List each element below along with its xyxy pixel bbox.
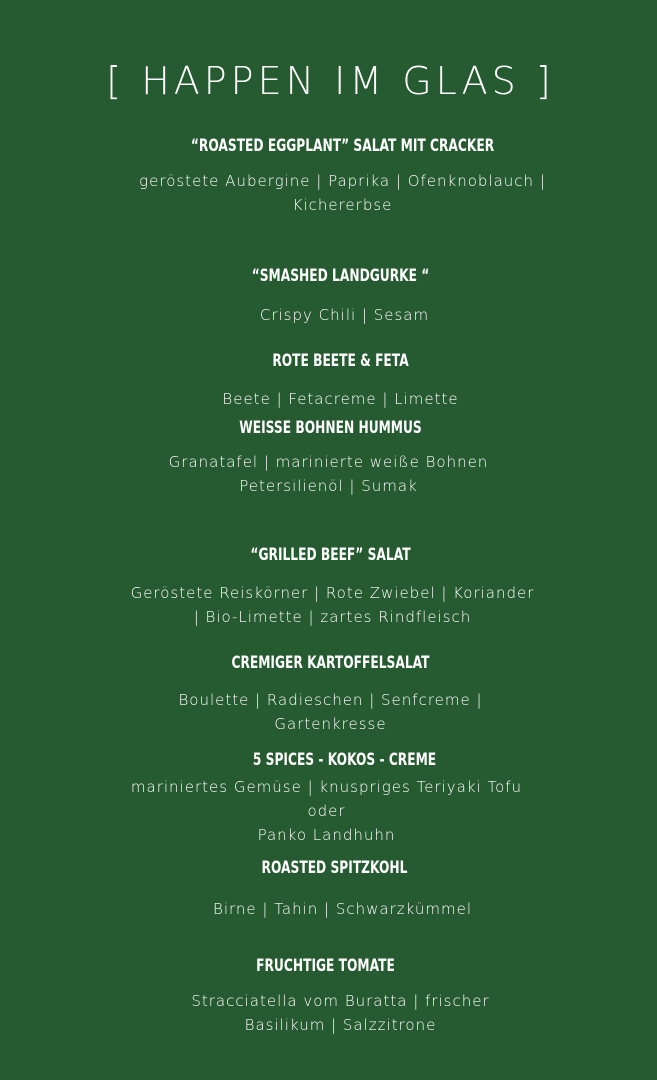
menu-title: [ HAPPEN IM GLAS ] (106, 59, 555, 103)
item-name: CREMIGER KARTOFFELSALAT (231, 653, 430, 673)
item-description: Stracciatella vom Buratta | frischer Basilikum | Salzzitrone (191, 992, 490, 1034)
item-name: “SMASHED LANDGURKE “ (251, 266, 430, 286)
item-name: “ROASTED EGGPLANT” SALAT MIT CRACKER (190, 136, 495, 156)
item-name: ROASTED SPITZKOHL (261, 858, 408, 878)
item-description: Boulette | Radieschen | Senfcreme | Gartenkresse (178, 691, 483, 733)
item-name: “GRILLED BEEF” SALAT (250, 545, 411, 565)
item-description: Geröstete Reiskörner | Rote Zwiebel | Koriander | Bio-Limette | zartes Rindfleisch (130, 584, 535, 626)
item-description: Beete | Fetacreme | Limette (222, 390, 459, 408)
item-description: Crispy Chili | Sesam (259, 306, 430, 324)
item-name: 5 SPICES - KOKOS - CREME (252, 750, 437, 770)
item-description: Granatafel | marinierte weiße Bohnen Petersilienöl | Sumak (168, 453, 489, 495)
item-description: mariniertes Gemüse | knuspriges Teriyaki Tofu oder Panko Landhuhn (130, 778, 523, 844)
item-description: geröstete Aubergine | Paprika | Ofenknoblauch | Kichererbse (139, 172, 546, 214)
item-name: FRUCHTIGE TOMATE (256, 956, 395, 976)
item-name: ROTE BEETE & FETA (272, 351, 409, 371)
item-name: WEISSE BOHNEN HUMMUS (239, 418, 422, 438)
item-description: Birne | Tahin | Schwarzkümmel (213, 900, 472, 918)
